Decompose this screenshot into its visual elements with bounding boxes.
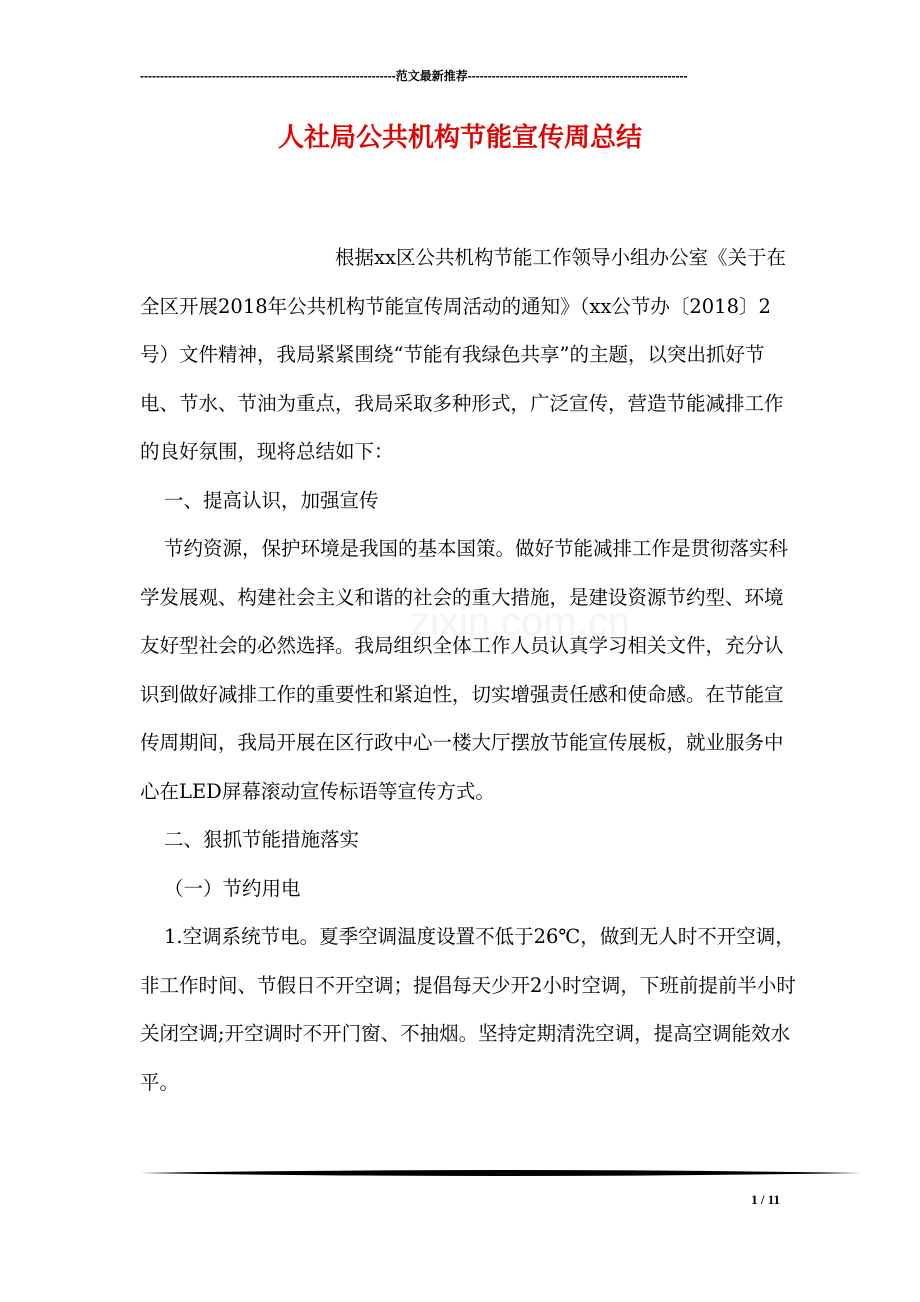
document-body xyxy=(140,234,800,1107)
page-number: 1 / 11 xyxy=(751,1192,780,1207)
heading-section-1: 一、提高认识，加强宣传 xyxy=(164,488,379,512)
page-header-banner: ----------------------------------------------------------------范文最新推荐------------------------------------------------------- xyxy=(140,69,688,83)
heading-section-2: 二、狠抓节能措施落实 xyxy=(164,828,360,851)
paragraph-item-1: 1.空调系统节电。夏季空调温度设置不低于26℃，做到无人时不开空调，非工作时间、节假日不开空调；提倡每天少开2小时空调，下班前提前半小时关闭空调;开空调时不开门窗、不抽烟。坚持定期清洗空调，提高空调能效水平。 xyxy=(140,925,796,1094)
watermark: zixin.com.cn xyxy=(410,600,631,644)
paragraph-intro: 根据xx区公共机构节能工作领导小组办公室《关于在全区开展2018年公共机构节能宣传周活动的通知》（xx公节办〔2018〕2号）文件精神，我局紧紧围绕“节能有我绿色共享”的主题，以突出抓好节电、节水、节油为重点，我局采取多种形式，广泛宣传，营造节能减排工作的良好氛围，现将总结如下： xyxy=(140,246,786,463)
footer-divider xyxy=(140,1168,862,1178)
document-title: 人社局公共机构节能宣传周总结 xyxy=(277,123,642,153)
heading-subsection-1: （一）节约用电 xyxy=(164,876,301,900)
paragraph-section-1: 节约资源，保护环境是我国的基本国策。做好节能减排工作是贯彻落实科学发展观、构建社会主义和谐的社会的重大措施，是建设资源节约型、环境友好型社会的必然选择。我局组织全体工作人员认真学习相关文件，充分认识到做好减排工作的重要性和紧迫性，切实增强责任感和使命感。在节能宣传周期间，我局开展在区行政中心一楼大厅摆放节能宣传展板，就业服务中心在LED屏幕滚动宣传标语等宣传方式。 xyxy=(140,537,789,803)
